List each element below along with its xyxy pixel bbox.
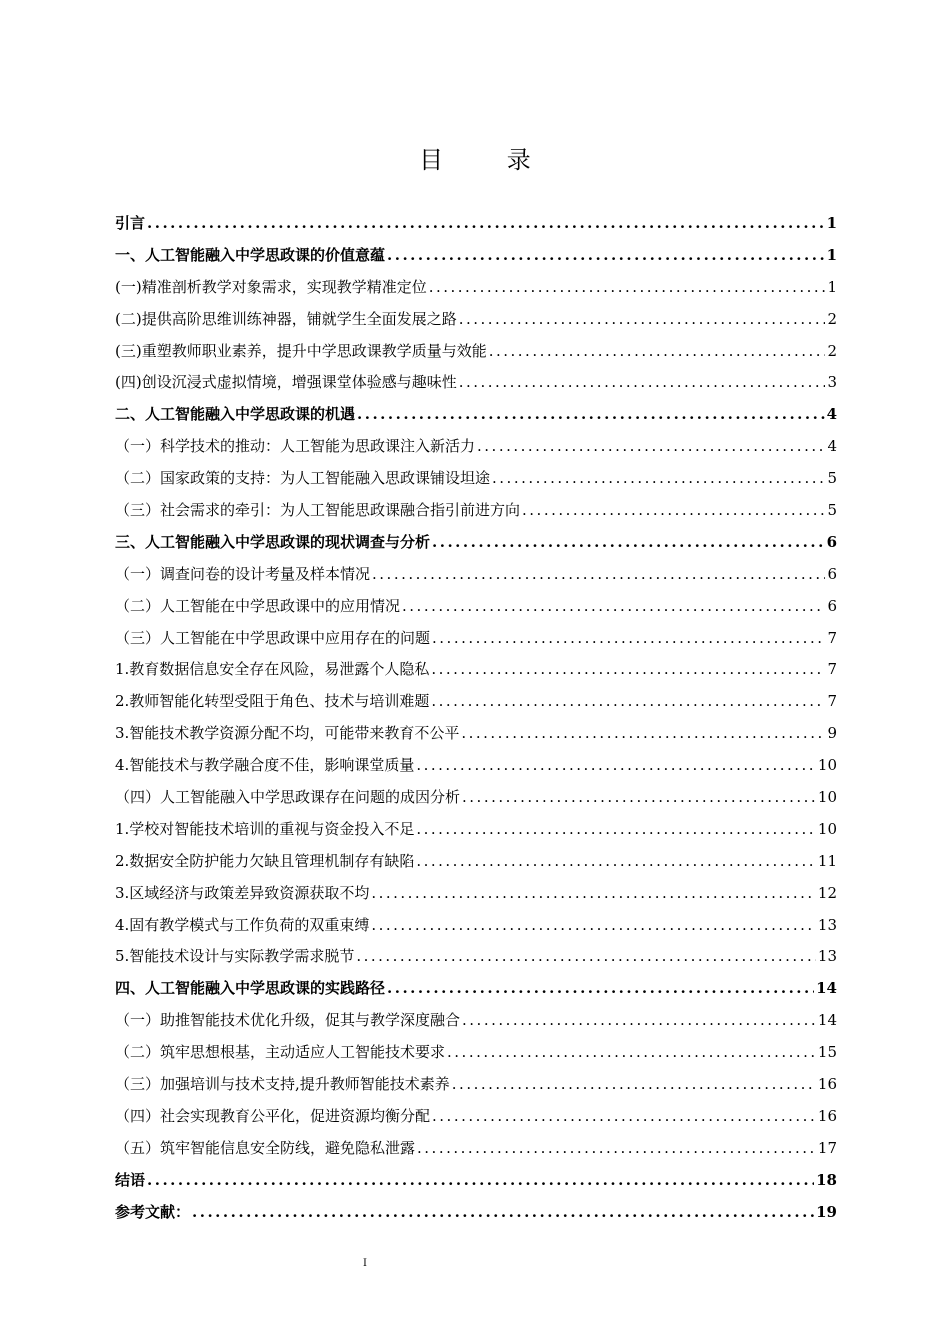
toc-leader-dots — [447, 1037, 816, 1069]
toc-leader-dots — [432, 623, 825, 655]
toc-entry-label: 4.智能技术与教学融合度不佳，影响课堂质量 — [115, 756, 415, 775]
toc-entry[interactable] — [115, 750, 837, 782]
toc-entry-label: （二）国家政策的支持：为人工智能融入思政课铺设坦途 — [115, 469, 491, 488]
toc-entry-page: 6 — [826, 532, 837, 551]
toc-entry-label: 二、人工智能融入中学思政课的机遇 — [115, 405, 356, 424]
page-title: 目 录 — [419, 146, 559, 174]
toc-entry-label: 三、人工智能融入中学思政课的现状调查与分析 — [115, 532, 431, 551]
toc-entry[interactable] — [115, 1037, 837, 1069]
toc-entry-page: 1 — [826, 245, 837, 264]
toc-leader-dots — [461, 718, 825, 750]
toc-leader-dots — [432, 1101, 816, 1133]
toc-entry-page: 11 — [817, 851, 837, 870]
toc-entry[interactable] — [115, 336, 837, 368]
toc-leader-dots — [416, 814, 816, 846]
toc-entry[interactable] — [115, 846, 837, 878]
toc-leader-dots — [452, 1069, 816, 1101]
toc-leader-dots — [492, 463, 825, 495]
toc-entry-page: 10 — [817, 788, 837, 807]
toc-entry-page: 9 — [827, 724, 837, 743]
toc-entry-page: 7 — [827, 628, 837, 647]
toc-leader-dots — [416, 750, 816, 782]
toc-entry[interactable] — [115, 272, 837, 304]
toc-leader-dots — [432, 527, 825, 559]
toc-entry-page: 2 — [827, 341, 837, 360]
toc-entry[interactable] — [115, 782, 837, 814]
toc-leader-dots — [522, 495, 825, 527]
toc-entry-page: 17 — [817, 1138, 837, 1157]
table-of-contents — [115, 208, 837, 1229]
toc-leader-dots — [462, 1005, 816, 1037]
toc-entry[interactable] — [115, 1197, 837, 1229]
toc-entry-page: 1 — [826, 214, 837, 232]
toc-leader-dots — [372, 559, 825, 591]
toc-entry-label: 4.固有教学模式与工作负荷的双重束缚 — [115, 915, 370, 934]
toc-entry[interactable] — [115, 1101, 837, 1133]
toc-leader-dots — [402, 591, 825, 623]
toc-entry-page: 1 — [827, 277, 837, 296]
toc-entry[interactable] — [115, 240, 837, 272]
toc-entry-label: （二）筑牢思想根基，主动适应人工智能技术要求 — [115, 1043, 446, 1062]
toc-entry-page: 10 — [817, 819, 837, 838]
toc-leader-dots — [459, 304, 825, 336]
toc-entry[interactable] — [115, 814, 837, 846]
toc-entry-label: （二）人工智能在中学思政课中的应用情况 — [115, 596, 401, 615]
toc-leader-dots — [192, 1197, 814, 1229]
toc-entry-page: 4 — [826, 405, 837, 424]
toc-entry-page: 5 — [827, 469, 837, 488]
toc-leader-dots — [387, 240, 825, 272]
toc-leader-dots — [429, 272, 825, 304]
toc-entry-label: (二)提供高阶思维训练神器，铺就学生全面发展之路 — [115, 309, 457, 328]
toc-entry-page: 10 — [817, 756, 837, 775]
toc-entry-label: (一)精准剖析教学对象需求，实现教学精准定位 — [115, 277, 427, 296]
toc-leader-dots — [371, 910, 816, 942]
toc-entry[interactable] — [115, 527, 837, 559]
toc-entry-label: 5.智能技术设计与实际教学需求脱节 — [115, 947, 355, 966]
toc-leader-dots — [462, 782, 816, 814]
toc-leader-dots — [431, 686, 825, 718]
toc-entry[interactable] — [115, 208, 837, 240]
toc-entry-label: 3.智能技术教学资源分配不均，可能带来教育不公平 — [115, 724, 460, 743]
toc-entry-label: 参考文献： — [115, 1202, 191, 1221]
toc-leader-dots — [147, 1165, 814, 1197]
toc-entry[interactable] — [115, 878, 837, 910]
toc-entry[interactable] — [115, 686, 837, 718]
toc-entry-page: 18 — [816, 1170, 837, 1189]
toc-entry-page: 6 — [827, 564, 837, 583]
toc-entry[interactable] — [115, 654, 837, 686]
toc-entry-page: 6 — [827, 596, 837, 615]
toc-entry-label: (四)创设沉浸式虚拟情境，增强课堂体验感与趣味性 — [115, 373, 457, 392]
toc-entry-label: 1.学校对智能技术培训的重视与资金投入不足 — [115, 819, 415, 838]
toc-entry-label: （一）助推智能技术优化升级，促其与教学深度融合 — [115, 1011, 461, 1030]
toc-entry-label: 一、人工智能融入中学思政课的价值意蕴 — [115, 245, 386, 264]
toc-entry-page: 19 — [816, 1202, 837, 1221]
toc-entry[interactable] — [115, 1165, 837, 1197]
toc-entry-page: 13 — [817, 915, 837, 934]
toc-leader-dots — [387, 973, 814, 1005]
toc-entry-page: 16 — [817, 1075, 837, 1094]
toc-entry[interactable] — [115, 367, 837, 399]
toc-entry-page: 12 — [817, 883, 837, 902]
toc-entry-page: 4 — [827, 437, 837, 456]
toc-entry-page: 2 — [827, 309, 837, 328]
toc-entry[interactable] — [115, 941, 837, 973]
toc-entry-label: （五）筑牢智能信息安全防线，避免隐私泄露 — [115, 1138, 416, 1157]
toc-entry[interactable] — [115, 1069, 837, 1101]
toc-entry[interactable] — [115, 399, 837, 431]
toc-leader-dots — [357, 399, 825, 431]
toc-entry-label: （四）社会实现教育公平化，促进资源均衡分配 — [115, 1106, 431, 1125]
toc-entry[interactable] — [115, 910, 837, 942]
footer-page-number: I — [363, 1258, 367, 1269]
toc-entry-label: （一）调查问卷的设计考量及样本情况 — [115, 564, 371, 583]
toc-leader-dots — [147, 208, 825, 240]
toc-leader-dots — [356, 941, 816, 973]
toc-leader-dots — [477, 431, 825, 463]
toc-entry-label: 四、人工智能融入中学思政课的实践路径 — [115, 979, 386, 998]
toc-entry-label: 结语 — [115, 1170, 146, 1189]
toc-entry-label: 2.教师智能化转型受阻于角色、技术与培训难题 — [115, 692, 430, 711]
toc-entry-page: 7 — [827, 692, 837, 711]
toc-entry-label: 2.数据安全防护能力欠缺且管理机制存有缺陷 — [115, 851, 415, 870]
toc-entry-label: （四）人工智能融入中学思政课存在问题的成因分析 — [115, 788, 461, 807]
toc-entry[interactable] — [115, 718, 837, 750]
toc-leader-dots — [417, 1133, 816, 1165]
toc-entry-page: 7 — [827, 660, 837, 679]
toc-entry[interactable] — [115, 431, 837, 463]
toc-entry-page: 14 — [816, 979, 837, 998]
toc-entry-label: 3.区域经济与政策差异致资源获取不均 — [115, 883, 370, 902]
toc-leader-dots — [459, 367, 825, 399]
toc-entry-label: 1.教育数据信息安全存在风险，易泄露个人隐私 — [115, 660, 430, 679]
toc-entry-page: 5 — [827, 501, 837, 520]
toc-entry[interactable] — [115, 591, 837, 623]
toc-entry-label: （一）科学技术的推动：人工智能为思政课注入新活力 — [115, 437, 476, 456]
toc-leader-dots — [416, 846, 816, 878]
toc-entry[interactable] — [115, 304, 837, 336]
toc-entry-page: 16 — [817, 1106, 837, 1125]
toc-entry-label: （三）人工智能在中学思政课中应用存在的问题 — [115, 628, 431, 647]
toc-entry[interactable] — [115, 1005, 837, 1037]
toc-entry-page: 3 — [827, 373, 837, 392]
toc-entry[interactable] — [115, 495, 837, 527]
toc-leader-dots — [431, 654, 825, 686]
toc-entry-label: （三）加强培训与技术支持,提升教师智能技术素养 — [115, 1075, 450, 1094]
toc-entry[interactable] — [115, 623, 837, 655]
toc-entry-label: 引言 — [115, 214, 146, 232]
toc-entry-page: 13 — [817, 947, 837, 966]
toc-entry[interactable] — [115, 463, 837, 495]
toc-entry[interactable] — [115, 1133, 837, 1165]
toc-leader-dots — [371, 878, 816, 910]
toc-entry[interactable] — [115, 973, 837, 1005]
toc-leader-dots — [489, 336, 825, 368]
toc-entry-page: 15 — [817, 1043, 837, 1062]
toc-entry-page: 14 — [817, 1011, 837, 1030]
toc-entry-label: (三)重塑教师职业素养，提升中学思政课教学质量与效能 — [115, 341, 487, 360]
toc-entry[interactable] — [115, 559, 837, 591]
toc-entry-label: （三）社会需求的牵引：为人工智能思政课融合指引前进方向 — [115, 501, 521, 520]
